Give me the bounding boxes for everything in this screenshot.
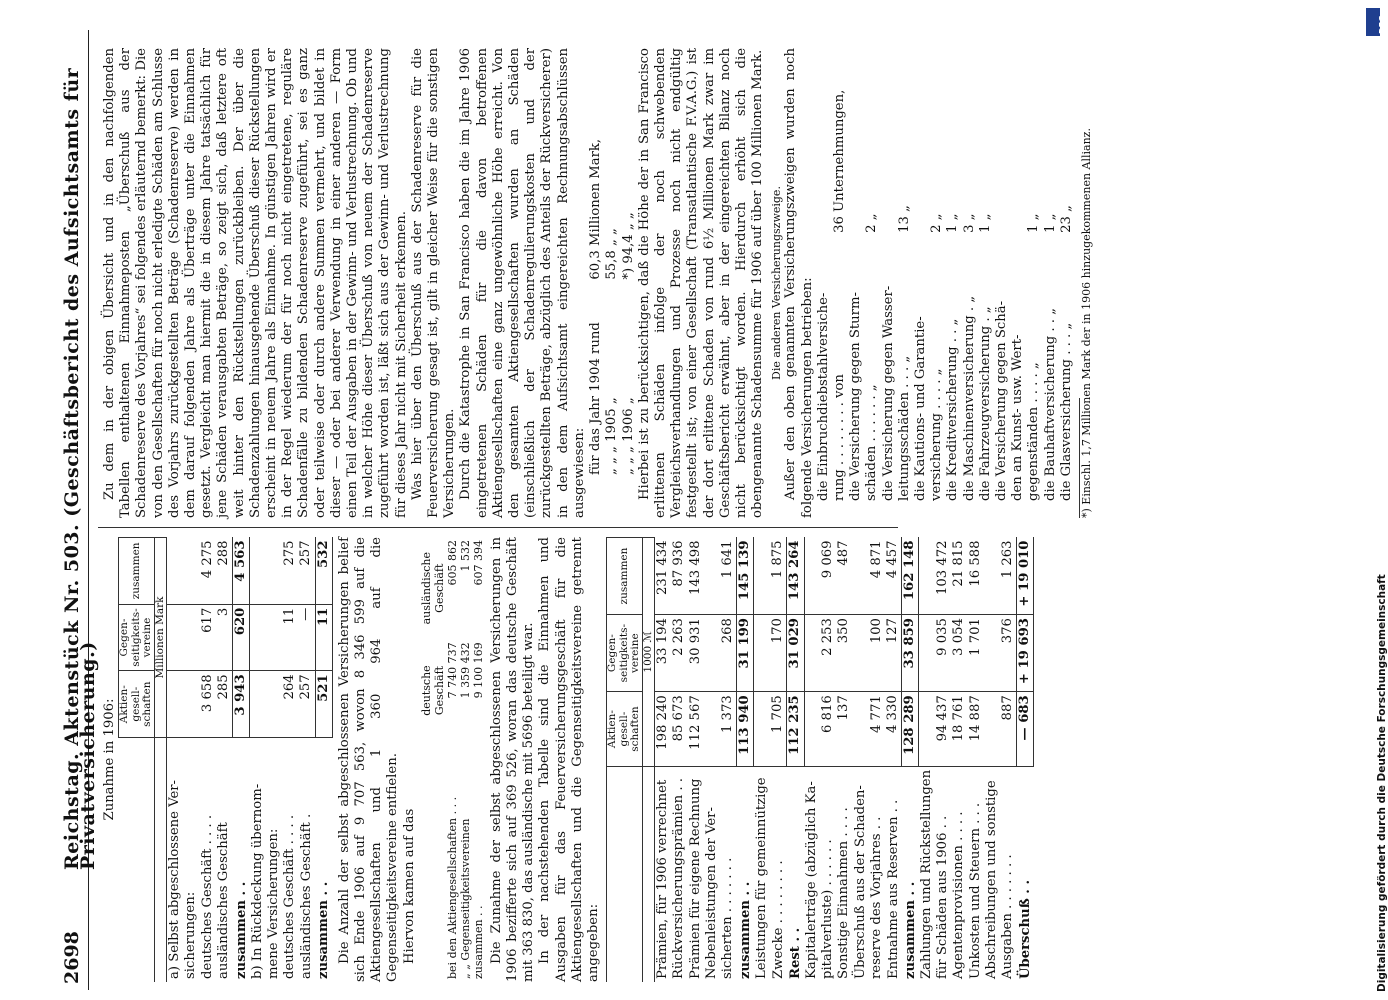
row-value-gegenseitig xyxy=(266,604,282,671)
zunahme-title: Zunahme in 1906: xyxy=(102,698,117,821)
row-value-aktien: 113 940 xyxy=(737,692,754,767)
year-label: „ „ „ 1906 „ xyxy=(620,397,636,475)
row-value-zusammen: 162 148 xyxy=(902,538,919,615)
table-row xyxy=(720,538,737,983)
row-value-zusammen xyxy=(919,538,935,615)
row-value-gegenseitig: 268 xyxy=(720,615,737,692)
row-value-zusammen xyxy=(167,538,184,605)
row-value-gegenseitig: — xyxy=(298,604,315,671)
split-rows xyxy=(446,537,485,982)
table-row xyxy=(233,538,250,983)
row-value-zusammen: 103 472 xyxy=(935,538,951,615)
row-label: ausländisches Geschäft xyxy=(216,822,232,979)
row-value-zusammen: 4 275 xyxy=(200,538,216,605)
branch-count: 23 „ xyxy=(1058,205,1074,233)
split-value-ausland: 607 394 xyxy=(471,540,485,586)
table-row xyxy=(984,538,1000,983)
row-label: zusammen . . xyxy=(902,881,918,979)
fin-col-aktien: Aktien-gesell-schaften xyxy=(607,692,643,767)
split-head-deutsch: deutsche Geschäft xyxy=(419,665,446,716)
table-row xyxy=(216,538,233,983)
list-item xyxy=(848,72,864,504)
list-item xyxy=(1010,72,1026,504)
row-value-aktien: 257 xyxy=(298,671,315,738)
footnote: *) Einschl. 1,7 Millionen Mark der in 1906 hinzugekommenen Allianz. xyxy=(1079,128,1093,518)
row-value-zusammen xyxy=(804,538,820,615)
row-value-aktien xyxy=(167,671,184,738)
branch-count: 2 „ xyxy=(864,213,880,233)
row-value-zusammen xyxy=(250,538,266,605)
branch-count xyxy=(994,72,1010,236)
row-value-aktien xyxy=(266,671,282,738)
row-value-zusammen: 21 815 xyxy=(951,538,967,615)
row-value-gegenseitig: 127 xyxy=(885,615,902,692)
list-item xyxy=(472,537,485,982)
list-item xyxy=(1043,72,1059,504)
row-value-gegenseitig xyxy=(919,615,935,692)
table-row xyxy=(770,538,787,983)
row-value-zusammen: 532 xyxy=(315,538,332,605)
row-label: Rückversicherungsprämien . . xyxy=(671,778,687,979)
row-value-zusammen: 257 xyxy=(298,538,315,605)
branch-label: die Einbruchdiebstahlversiche- xyxy=(815,292,831,501)
row-value-zusammen: 288 xyxy=(216,538,233,605)
row-value-aktien: 285 xyxy=(216,671,233,738)
row-value-gegenseitig: 1 701 xyxy=(968,615,984,692)
row-value-aktien xyxy=(804,692,820,767)
row-label: zusammen . . xyxy=(737,881,753,979)
paragraph-count: Die Anzahl der selbst abgeschlossenen Versicherungen belief sich Ende 1906 auf 9 707 563, wovon 8 346 599 auf die Aktiengesellschaften und 1 360 964 auf die Gegenseitigkeitsvereine entfielen. xyxy=(336,537,401,982)
split-value-deutsch: 1 359 432 xyxy=(458,642,472,699)
dfg-logo xyxy=(1366,8,1387,36)
branch-rows xyxy=(816,72,1075,504)
row-value-gegenseitig: 100 xyxy=(869,615,885,692)
split-label: bei den Aktiengesellschaften . . . xyxy=(445,796,459,979)
row-value-zusammen: 143 498 xyxy=(688,538,704,615)
branch-label: leitungsschäden . . . „ xyxy=(896,355,912,501)
row-value-zusammen xyxy=(183,538,199,605)
row-value-gegenseitig xyxy=(704,615,720,692)
row-value-zusammen: 275 xyxy=(282,538,298,605)
paragraph-sonstige: Was hier über den Überschuß aus der Schadenreserve für die Feuerversicherung gesagt ist, gilt in gleicher Weise für die sonstigen Versicherungen. xyxy=(409,48,458,518)
year-label: für das Jahr 1904 rund xyxy=(588,322,604,475)
branch-count: 1 „ xyxy=(1026,213,1042,233)
left-column xyxy=(102,537,1034,982)
row-value-gegenseitig: 3 054 xyxy=(951,615,967,692)
row-value-aktien xyxy=(754,692,770,767)
table-row xyxy=(167,538,184,983)
table-row xyxy=(200,538,216,983)
row-value-aktien: 1 705 xyxy=(770,692,787,767)
row-value-aktien: 128 289 xyxy=(902,692,919,767)
row-label: sicherungen: xyxy=(183,891,199,979)
row-label: Entnahme aus Reserven . . xyxy=(885,799,901,979)
split-value-ausland: 1 532 xyxy=(458,540,472,572)
row-value-aktien xyxy=(919,692,935,767)
branch-label: die Versicherung gegen Schä- xyxy=(993,300,1009,501)
row-value-aktien: 18 761 xyxy=(951,692,967,767)
row-value-aktien: 3 943 xyxy=(233,671,250,738)
table-row xyxy=(754,538,770,983)
row-value-gegenseitig xyxy=(250,604,266,671)
table-row xyxy=(935,538,951,983)
row-value-aktien xyxy=(250,671,266,738)
branch-label: versicherung . . . . „ xyxy=(929,368,945,501)
row-value-gegenseitig: 31 199 xyxy=(737,615,754,692)
row-label: mene Versicherungen: xyxy=(265,828,281,979)
row-label: Agentenprovisionen . . . . xyxy=(951,811,967,979)
table-row xyxy=(853,538,869,983)
page-number: 2698 xyxy=(61,931,83,984)
row-value-aktien: 264 xyxy=(282,671,298,738)
year-label: „ „ „ 1905 „ xyxy=(604,397,620,475)
row-label: Zwecke . . . . . . . . xyxy=(770,860,786,979)
column-divider xyxy=(98,527,898,528)
branch-label: rung . . . . . . . . von xyxy=(831,374,847,501)
list-item xyxy=(929,72,945,504)
row-value-zusammen: 231 434 xyxy=(655,538,672,615)
row-value-zusammen xyxy=(984,538,1000,615)
branch-count xyxy=(913,72,929,236)
row-value-aktien: 112 235 xyxy=(787,692,804,767)
table-row xyxy=(298,538,315,983)
row-label: deutsches Geschäft . . . . xyxy=(282,814,298,979)
branch-label: die Kautions- und Garantie- xyxy=(912,316,928,501)
table-row xyxy=(885,538,902,983)
row-label: Rest . . xyxy=(787,927,803,979)
row-value-gegenseitig: 2 263 xyxy=(671,615,687,692)
row-value-zusammen: 87 936 xyxy=(671,538,687,615)
row-label: zusammen . . xyxy=(233,881,249,979)
row-value-aktien xyxy=(704,692,720,767)
row-label: Leistungen für gemeinnützige xyxy=(753,777,769,979)
branches-table xyxy=(816,72,1075,504)
table-row xyxy=(919,538,935,983)
branch-label: gegenständen . . . . „ xyxy=(1026,362,1042,501)
table-row xyxy=(869,538,885,983)
list-item xyxy=(446,537,459,982)
row-value-aktien: 1 373 xyxy=(720,692,737,767)
fin-col-gegenseitig: Gegen-seitigkeits-vereine xyxy=(607,615,643,692)
row-label: Abschreibungen und sonstige xyxy=(983,780,999,979)
branch-count: 1 „ xyxy=(945,213,961,233)
branch-count xyxy=(848,72,864,236)
table-row xyxy=(1017,538,1034,983)
zunahme-rows xyxy=(167,538,333,983)
row-label: ausländisches Geschäft . xyxy=(298,813,314,979)
table-row xyxy=(787,538,804,983)
unit-label: Millionen Mark xyxy=(154,538,167,738)
table-row xyxy=(836,538,852,983)
fin-unit-label: 1000 ℳ xyxy=(642,538,655,767)
row-value-aktien: 85 673 xyxy=(671,692,687,767)
row-value-zusammen: 16 588 xyxy=(968,538,984,615)
split-head-ausland: ausländische Geschäft xyxy=(419,551,446,625)
list-item xyxy=(913,72,929,504)
split-label: zusammen . . xyxy=(471,905,485,979)
table-row xyxy=(804,538,820,983)
row-value-gegenseitig xyxy=(754,615,770,692)
col-zusammen: zusammen xyxy=(119,538,155,605)
row-label: sicherten . . . . . . . xyxy=(720,857,736,979)
row-label: Überschuß aus der Schaden- xyxy=(852,785,868,979)
row-value-aktien: 198 240 xyxy=(655,692,672,767)
row-value-aktien: 3 658 xyxy=(200,671,216,738)
row-value-zusammen: 145 139 xyxy=(737,538,754,615)
row-value-zusammen: 9 069 xyxy=(820,538,836,615)
table-row xyxy=(902,538,919,983)
years-table xyxy=(588,102,637,478)
branch-label: die Kreditversicherung . . „ xyxy=(945,318,961,501)
row-label: pitalverluste) . . . . . . xyxy=(820,839,836,979)
row-value-zusammen: 487 xyxy=(836,538,852,615)
row-value-zusammen: 4 457 xyxy=(885,538,902,615)
branch-label: die Glasversicherung . . . „ xyxy=(1058,322,1074,501)
page-title: Reichstag. Aktenstück Nr. 503. (Geschäftsbericht des Aufsichtsamts für Privatversicherung.) xyxy=(61,67,100,870)
zunahme-table xyxy=(118,537,333,982)
row-label: Sonstige Einnahmen . . . . xyxy=(836,807,852,979)
row-label: Prämien für eigene Rechnung xyxy=(687,778,703,979)
year-value: 55,8 „ „ xyxy=(604,228,620,280)
row-value-zusammen xyxy=(853,538,869,615)
paragraph-ueberschuss: Zu dem in der obigen Übersicht und in den nachfolgenden Tabellen enthaltenen Einnahmeposten „Überschuß aus der Schadenreserve des Vorjahres“ sei folgendes erläuternd bemerkt: Die von den Gesellschaften für noch nicht erledigte Schäden am Schlusse des Vorjahrs zurückgestellten Beträge (Schadenreserve) werden in dem darauf folgenden Jahre als Überträge unter die Einnahmen gesetzt. Vergleicht man hiermit die in diesem Jahre tatsächlich für jene Schäden verausgabten Beträge, so zeigt sich, daß letztere oft weit hinter den Rückstellungen zurückbleiben. Der über die Schadenzahlungen hinausgehende Überschuß dieser Rückstellungen erscheint in neuem Jahre als Einnahme. In günstigen Jahren wird er in der Regel wiederum der für noch nicht eingetretene, reguläre Schadenfälle zu bildenden Schadenreserve zugeführt, sei es ganz oder teilweise oder durch andere Summen vermehrt, und bildet in dieser — oder bei anderer Verwendung in einer anderen — Form einen Teil der Ausgaben in der Gewinn- und Verlustrechnung. Ob und in welcher Höhe dieser Überschuß von neuem der Schadenreserve zugeführt worden ist, läßt sich aus der Gewinn- und Verlustrechnung für dieses Jahr nicht mit Sicherheit erkennen. xyxy=(102,48,409,518)
branch-label: die Versicherung gegen Wasser- xyxy=(880,285,896,501)
paragraph-tabelle: In der nachstehenden Tabelle sind die Einnahmen und Ausgaben für das Feuerversicherungsgeschäft für die Aktiengesellschaften und die Gegenseitigkeitsvereine getrennt angegeben: xyxy=(537,537,601,982)
row-value-gegenseitig: 350 xyxy=(836,615,852,692)
col-aktien: Aktien-gesell-schaften xyxy=(119,671,155,738)
list-item xyxy=(881,72,897,504)
branch-label: schäden . . . . . . „ xyxy=(864,384,880,501)
table-row xyxy=(282,538,298,983)
row-value-gegenseitig: + 19 693 xyxy=(1017,615,1034,692)
row-value-zusammen: 1 875 xyxy=(770,538,787,615)
row-value-gegenseitig: 170 xyxy=(770,615,787,692)
table-row xyxy=(315,538,332,983)
list-item xyxy=(816,72,832,504)
row-value-aktien: 6 816 xyxy=(820,692,836,767)
row-value-gegenseitig: 33 194 xyxy=(655,615,672,692)
row-value-zusammen: 4 563 xyxy=(233,538,250,605)
row-value-zusammen: 143 264 xyxy=(787,538,804,615)
branch-count: 36 Unternehmungen, xyxy=(831,89,847,233)
split-label: „ „ Gegenseitigkeitsvereinen xyxy=(458,818,472,979)
branch-count xyxy=(881,72,897,236)
row-value-gegenseitig: 376 xyxy=(1000,615,1017,692)
row-value-zusammen xyxy=(266,538,282,605)
row-value-zusammen: 4 871 xyxy=(869,538,885,615)
section-heading: Die anderen Versicherungszweige. xyxy=(770,186,784,380)
row-value-gegenseitig: 3 xyxy=(216,604,233,671)
split-value-deutsch: 7 740 737 xyxy=(445,642,459,699)
row-label: Unkosten und Steuern . . . xyxy=(967,802,983,979)
list-item xyxy=(621,102,637,478)
paragraph-zunahme: Die Zunahme der selbst abgeschlossenen Versicherungen in 1906 bezifferte sich auf 369 526, woran das deutsche Geschäft mit 363 830, das ausländische mit 5696 beteiligt war. xyxy=(488,537,537,982)
row-value-aktien: 137 xyxy=(836,692,852,767)
row-label: b) In Rückdeckung übernom- xyxy=(249,783,265,979)
row-value-aktien xyxy=(853,692,869,767)
row-value-gegenseitig: 11 xyxy=(315,604,332,671)
fin-col-zusammen: zusammen xyxy=(607,538,643,615)
branch-label: die Versicherung gegen Sturm- xyxy=(848,292,864,501)
branch-count: 3 „ xyxy=(961,213,977,233)
table-row xyxy=(655,538,672,983)
row-value-gegenseitig: 11 xyxy=(282,604,298,671)
row-label: reserve des Vorjahres . . xyxy=(868,816,884,979)
row-value-gegenseitig: 620 xyxy=(233,604,250,671)
credit-text: Digitalisierung gefördert durch die Deutsche Forschungsgemeinschaft xyxy=(1376,574,1388,992)
paragraph-hierbei: Hierbei ist zu berücksichtigen, daß die Höhe der in San Francisco erlittenen Schäden infolge der noch schwebenden Vergleichsverhandlungen und Prozesse noch nicht endgültig festgestellt ist; von einer Gesellschaft (Transatlantische F.V.A.G.) ist der dort erlittene Schaden von rund 6½ Millionen Mark zwar im Geschäftsbericht erwähnt, aber in der eingereichten Bilanz noch nicht berücksichtigt worden. Hierdurch erhöht sich die obengenannte Schadensumme für 1906 auf über 100 Millionen Mark. xyxy=(636,48,766,518)
list-item xyxy=(978,72,994,504)
list-item xyxy=(832,72,848,504)
paragraph-hiervon: Hiervon kamen auf das xyxy=(401,808,417,964)
list-item xyxy=(945,72,961,504)
list-item xyxy=(459,537,472,982)
row-value-gegenseitig: 617 xyxy=(200,604,216,671)
row-label: Zahlungen und Rückstellungen xyxy=(918,769,934,979)
row-value-gegenseitig: 30 931 xyxy=(688,615,704,692)
financial-rows xyxy=(655,538,1034,983)
row-label: deutsches Geschäft . . . . xyxy=(199,814,215,979)
table-row xyxy=(951,538,967,983)
year-value: *) 94,4 „ „ xyxy=(620,212,636,280)
table-row xyxy=(671,538,687,983)
row-label: Prämien, für 1906 verrechnet xyxy=(655,779,671,979)
branch-label: die Bauhaftversicherung . . „ xyxy=(1042,308,1058,501)
row-value-gegenseitig xyxy=(167,604,184,671)
row-value-aktien: 112 567 xyxy=(688,692,704,767)
table-row xyxy=(737,538,754,983)
row-value-zusammen xyxy=(704,538,720,615)
year-value: 60,3 Millionen Mark, xyxy=(588,138,604,280)
row-value-gegenseitig xyxy=(984,615,1000,692)
col-gegenseitig: Gegen-seitigkeits-vereine xyxy=(119,604,155,671)
row-label: zusammen . . xyxy=(316,881,332,979)
row-value-aktien: 4 330 xyxy=(885,692,902,767)
row-value-aktien xyxy=(183,671,199,738)
branch-count: 13 „ xyxy=(896,205,912,233)
table-row xyxy=(1000,538,1017,983)
row-label: a) Selbst abgeschlossene Ver- xyxy=(167,779,183,979)
list-item xyxy=(604,102,620,478)
financial-table xyxy=(606,537,1034,982)
row-label: Nebenleistungen der Ver- xyxy=(703,807,719,979)
split-value-ausland: 605 862 xyxy=(445,540,459,586)
row-value-gegenseitig: 9 035 xyxy=(935,615,951,692)
table-row xyxy=(266,538,282,983)
right-column xyxy=(102,48,1093,518)
list-item xyxy=(962,72,978,504)
row-value-gegenseitig xyxy=(804,615,820,692)
branch-count xyxy=(816,72,832,236)
split-value-deutsch: 9 100 169 xyxy=(471,642,485,699)
list-item xyxy=(1026,72,1042,504)
row-value-gegenseitig xyxy=(183,604,199,671)
list-item xyxy=(897,72,913,504)
paragraph-san-francisco: Durch die Katastrophe in San Francisco haben die im Jahre 1906 eingetretenen Schäden für die davon betroffenen Aktiengesellschaften eine ganz ungewöhnliche Höhe erreicht. Von den gesamten Aktiengesellschaften wurden an Schäden (einschließlich der Schadenregulierungskosten und der zurückgestellten Beträge, abzüglich des Anteils der Rückversicherer) in den dem Aufsichtsamt eingereichten Rechnungsabschlüssen ausgewiesen: xyxy=(458,48,587,518)
table-row xyxy=(704,538,720,983)
row-value-gegenseitig: 2 253 xyxy=(820,615,836,692)
table-row xyxy=(688,538,704,983)
table-row xyxy=(250,538,266,983)
branch-label: den an Kunst- usw. Wert- xyxy=(1010,334,1026,501)
row-label: Kapitalerträge (abzüglich Ka- xyxy=(804,781,819,979)
row-value-aktien: — 683 xyxy=(1017,692,1034,767)
table-row xyxy=(183,538,199,983)
branch-label: die Fahrzeugversicherung . „ xyxy=(977,306,993,501)
dfg-logo-text: DFG xyxy=(1378,15,1387,34)
row-label: Überschuß . . xyxy=(1017,879,1033,979)
table-row xyxy=(820,538,836,983)
years-rows xyxy=(588,102,637,478)
row-value-zusammen xyxy=(754,538,770,615)
branch-label: die Maschinenversicherung . „ xyxy=(961,295,977,501)
row-value-zusammen: 1 641 xyxy=(720,538,737,615)
branch-count xyxy=(1010,72,1026,236)
row-label: Ausgaben . . . . . . . xyxy=(1000,854,1016,979)
row-value-gegenseitig xyxy=(853,615,869,692)
list-item xyxy=(994,72,1010,504)
rotated-page-content xyxy=(62,30,1302,990)
row-value-aktien: 94 437 xyxy=(935,692,951,767)
branch-count: 1 „ xyxy=(977,213,993,233)
table-row xyxy=(968,538,984,983)
list-item xyxy=(864,72,880,504)
paragraph-ausser: Außer den oben genannten Versicherungszweigen wurden noch folgende Versicherungen betrieben: xyxy=(783,48,815,518)
row-value-zusammen: + 19 010 xyxy=(1017,538,1034,615)
row-value-aktien: 4 771 xyxy=(869,692,885,767)
row-value-aktien: 14 887 xyxy=(968,692,984,767)
row-value-aktien: 521 xyxy=(315,671,332,738)
row-value-gegenseitig: 33 859 xyxy=(902,615,919,692)
row-value-gegenseitig: 31 029 xyxy=(787,615,804,692)
list-item xyxy=(1059,72,1075,504)
branch-count: 1 „ xyxy=(1042,213,1058,233)
branch-count: 2 „ xyxy=(929,213,945,233)
running-header xyxy=(61,30,100,990)
split-table xyxy=(420,537,485,982)
row-value-aktien xyxy=(984,692,1000,767)
row-label: für Schäden aus 1906 . . xyxy=(935,815,951,979)
row-value-zusammen: 1 263 xyxy=(1000,538,1017,615)
list-item xyxy=(588,102,604,478)
row-value-aktien: 887 xyxy=(1000,692,1017,767)
